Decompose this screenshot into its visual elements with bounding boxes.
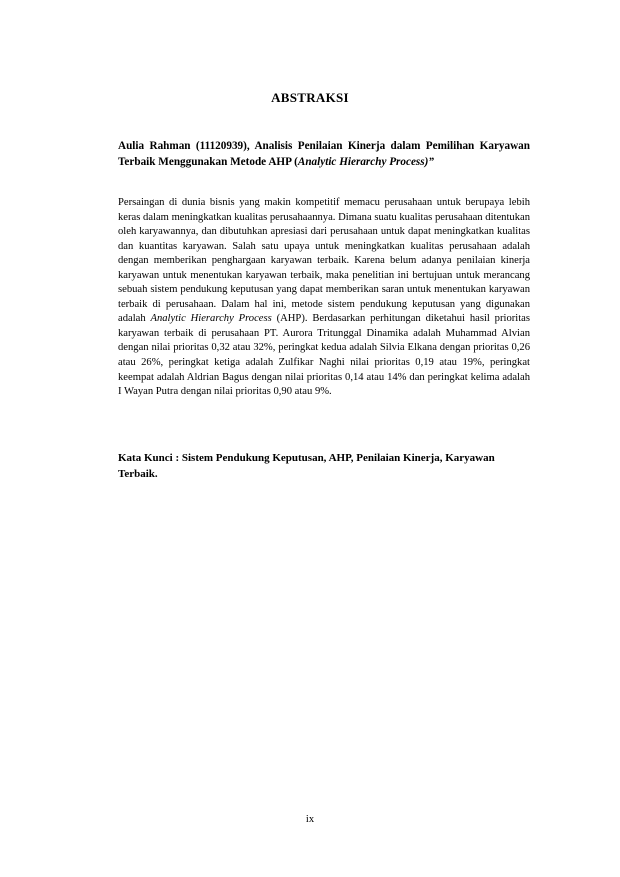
keywords: Kata Kunci : Sistem Pendukung Keputusan, AHP, Penilaian Kinerja, Karyawan Terbaik. [118,452,495,480]
abstract-heading [118,139,530,170]
abstract-text-part2: (AHP). Berdasarkan perhitungan diketahui hasil prioritas karyawan terbaik di perusahaan PT. Aurora Tritunggal Dinamika adalah Muhammad Alvian dengan nilai prioritas 0,32 atau 32%, peringkat kedua adalah Silvia Elkana dengan prioritas 0,26 atau 26%, peringkat ketiga adalah Zulfikar Naghi nilai prioritas 0,19 atau 19%, peringkat keempat adalah Aldrian Bagus dengan nilai prioritas 0,14 atau 14% dan peringkat kelima adalah I Wayan Putra dengan nilai prioritas 0,90 atau 9%. [118,313,530,398]
page-title: ABSTRAKSI [271,90,349,105]
abstract-italic-term: Analytic Hierarchy Process [150,313,272,325]
page-number: ix [305,814,315,825]
author-title-line: Aulia Rahman (11120939), Analisis Penilaian Kinerja dalam Pemilihan Karyawan Terbaik Menggunakan Metode AHP ( [118,140,530,168]
abstract-text-part1: Persaingan di dunia bisnis yang makin kompetitif memacu perusahaan untuk berupaya lebih keras dalam meningkatkan kualitas perusahaannya. Dimana suatu kualitas perusahaan ditentukan oleh karyawannya, dan dibutuhkan apresiasi dari perusahaan untuk dapat meningkatkan kualitas dan kuantitas karyawan. Salah satu upaya untuk meningkatkan kualitas perusahaan adalah dengan memberikan penghargaan karyawan terbaik. Karena belum adanya penilaian kinerja karyawan untuk menentukan karyawan terbaik, maka penelitian ini bertujuan untuk merancang sebuah sistem pendukung keputusan yang dapat memberikan saran untuk menentukan karyawan terbaik di perusahaan. Dalam hal ini, metode sistem pendukung keputusan yang digunakan adalah [118,197,530,325]
heading-italic-term: Analytic Hierarchy Process [297,155,425,168]
heading-closing: )” [424,155,434,168]
abstract-body [118,196,530,400]
